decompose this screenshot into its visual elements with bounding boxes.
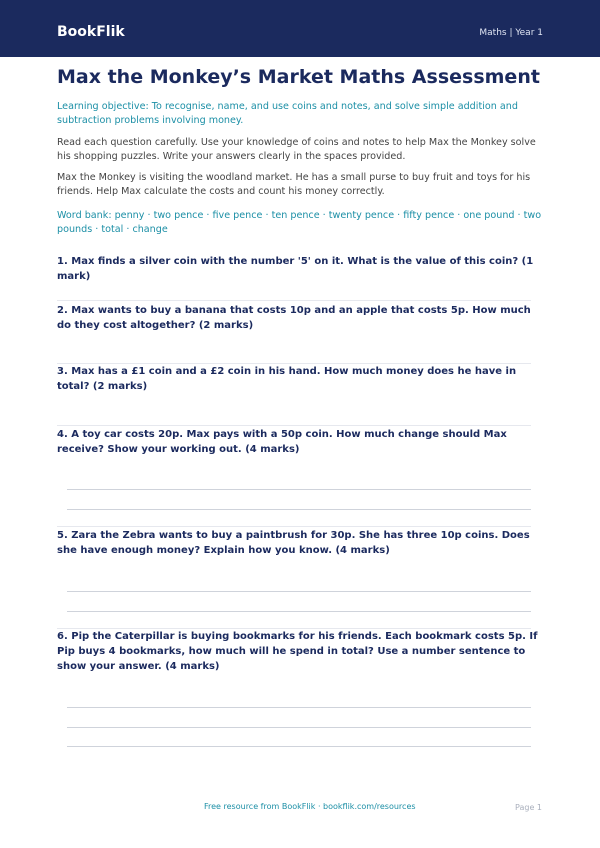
answer-line[interactable] [67, 707, 531, 708]
answer-line[interactable] [67, 611, 531, 612]
answer-line[interactable] [67, 727, 531, 728]
intro-paragraph-1: Read each question carefully. Use your knowledge of coins and notes to help Max the Monkey solve his shopping puzzles. Write your answers clearly in the spaces provided. [57, 137, 536, 162]
question-4: 4. A toy car costs 20p. Max pays with a 50p coin. How much change should Max receive? Show your working out. (4 marks) [57, 429, 507, 455]
page-number: Page 1 [515, 803, 542, 812]
answer-line[interactable] [67, 591, 531, 592]
question-2: 2. Max wants to buy a banana that costs 10p and an apple that costs 5p. How much do they cost altogether? (2 marks) [57, 305, 531, 331]
answer-line[interactable] [67, 509, 531, 510]
question-1: 1. Max finds a silver coin with the number '5' on it. What is the value of this coin? (1 mark) [57, 256, 534, 282]
answer-line[interactable] [67, 746, 531, 747]
page-title: Max the Monkey’s Market Maths Assessment [57, 66, 540, 88]
question-divider [57, 300, 531, 301]
question-5: 5. Zara the Zebra wants to buy a paintbrush for 30p. She has three 10p coins. Does she have enough money? Explain how you know. (4 marks) [57, 530, 530, 556]
footer-link[interactable]: Free resource from BookFlik · bookflik.com/resources [204, 802, 416, 811]
brand-logo[interactable]: BookFlik [57, 24, 125, 40]
subject-label: Maths | Year 1 [479, 28, 543, 38]
learning-objective: Learning objective: To recognise, name, and use coins and notes, and solve simple addition and subtraction problems involving money. [57, 101, 518, 126]
question-divider [57, 425, 531, 426]
question-divider [57, 526, 531, 527]
word-bank: Word bank: penny · two pence · five pence · ten pence · twenty pence · fifty pence · one pound · two pounds · total · change [57, 210, 542, 235]
header-bar [0, 0, 600, 57]
question-6: 6. Pip the Caterpillar is buying bookmarks for his friends. Each bookmark costs 5p. If Pip buys 4 bookmarks, how much will he spend in total? Use a number sentence to show your answer. (4 marks) [57, 631, 538, 672]
intro-paragraph-2: Max the Monkey is visiting the woodland market. He has a small purse to buy fruit and toys for his friends. Help Max calculate the costs and count his money correctly. [57, 172, 531, 197]
question-3: 3. Max has a £1 coin and a £2 coin in his hand. How much money does he have in total? (2 marks) [57, 366, 517, 392]
answer-line[interactable] [67, 489, 531, 490]
